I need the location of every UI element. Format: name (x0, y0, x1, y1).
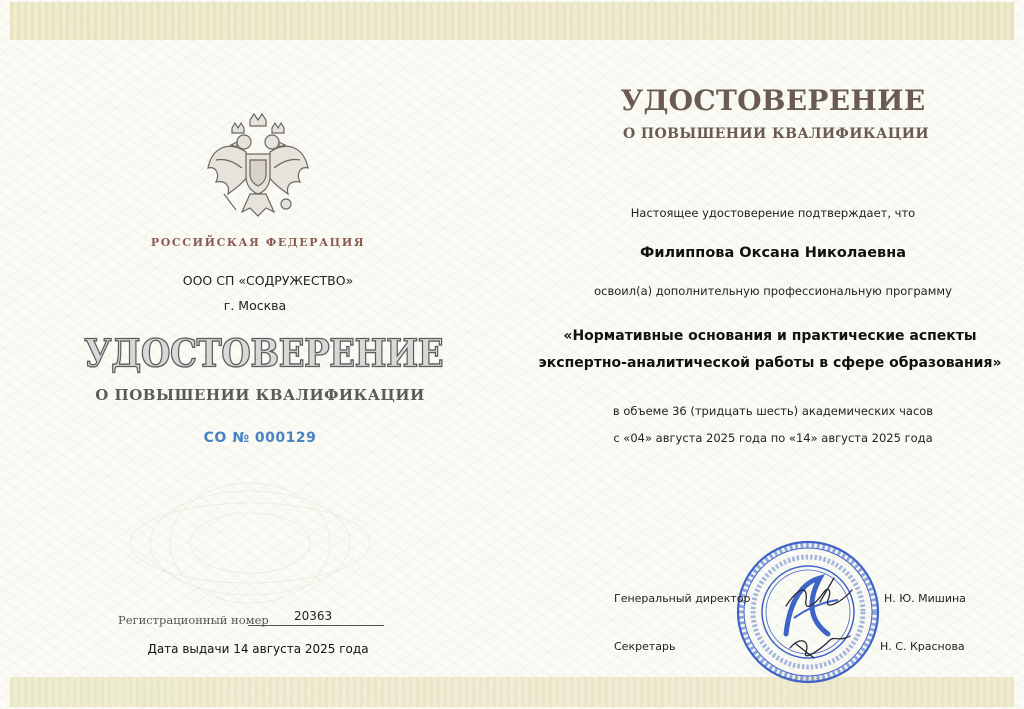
director-name: Н. Ю. Мишина (884, 592, 966, 605)
document-subtitle-left: О ПОВЫШЕНИИ КВАЛИФИКАЦИИ (95, 386, 425, 404)
certificate-subtitle: О ПОВЫШЕНИИ КВАЛИФИКАЦИИ (623, 126, 929, 142)
program-title-line-2: экспертно-аналитической работы в сфере образования» (538, 355, 1002, 371)
registration-row (118, 609, 398, 631)
top-ornament-band (10, 2, 1014, 40)
guilloche-watermark (120, 478, 380, 608)
director-role: Генеральный директор (614, 592, 751, 605)
secretary-name: Н. С. Краснова (880, 640, 965, 653)
city-label: г. Москва (223, 298, 287, 313)
registration-label: Регистрационный номер (118, 613, 269, 627)
organization-name: ООО СП «СОДРУЖЕСТВО» (182, 273, 354, 288)
registration-number: 20363 (294, 609, 333, 623)
coat-of-arms-icon (202, 110, 314, 222)
serial-number: СО № 000129 (203, 430, 317, 446)
program-title-line-1: «Нормативные основания и практические аспекты (563, 328, 977, 344)
registration-underline (248, 625, 384, 626)
period-text: с «04» августа 2025 года по «14» августа 2025 года (613, 431, 933, 445)
hours-text: в объеме 36 (тридцать шесть) академических часов (612, 404, 934, 418)
holder-full-name: Филиппова Оксана Николаевна (639, 245, 907, 261)
issue-date: Дата выдачи 14 августа 2025 года (147, 642, 369, 656)
program-title (500, 323, 1024, 377)
document-title-outlined: УДОСТОВЕРЕНИЕ (84, 331, 444, 377)
mastered-program-text: освоил(а) дополнительную профессиональную программу (594, 284, 952, 298)
confirmation-text: Настоящее удостоверение подтверждает, что (630, 206, 916, 220)
secretary-role: Секретарь (614, 640, 676, 653)
certificate-title: УДОСТОВЕРЕНИЕ (620, 84, 926, 117)
country-label: РОССИЙСКАЯ ФЕДЕРАЦИЯ (150, 236, 366, 249)
signature-icon (780, 566, 870, 666)
